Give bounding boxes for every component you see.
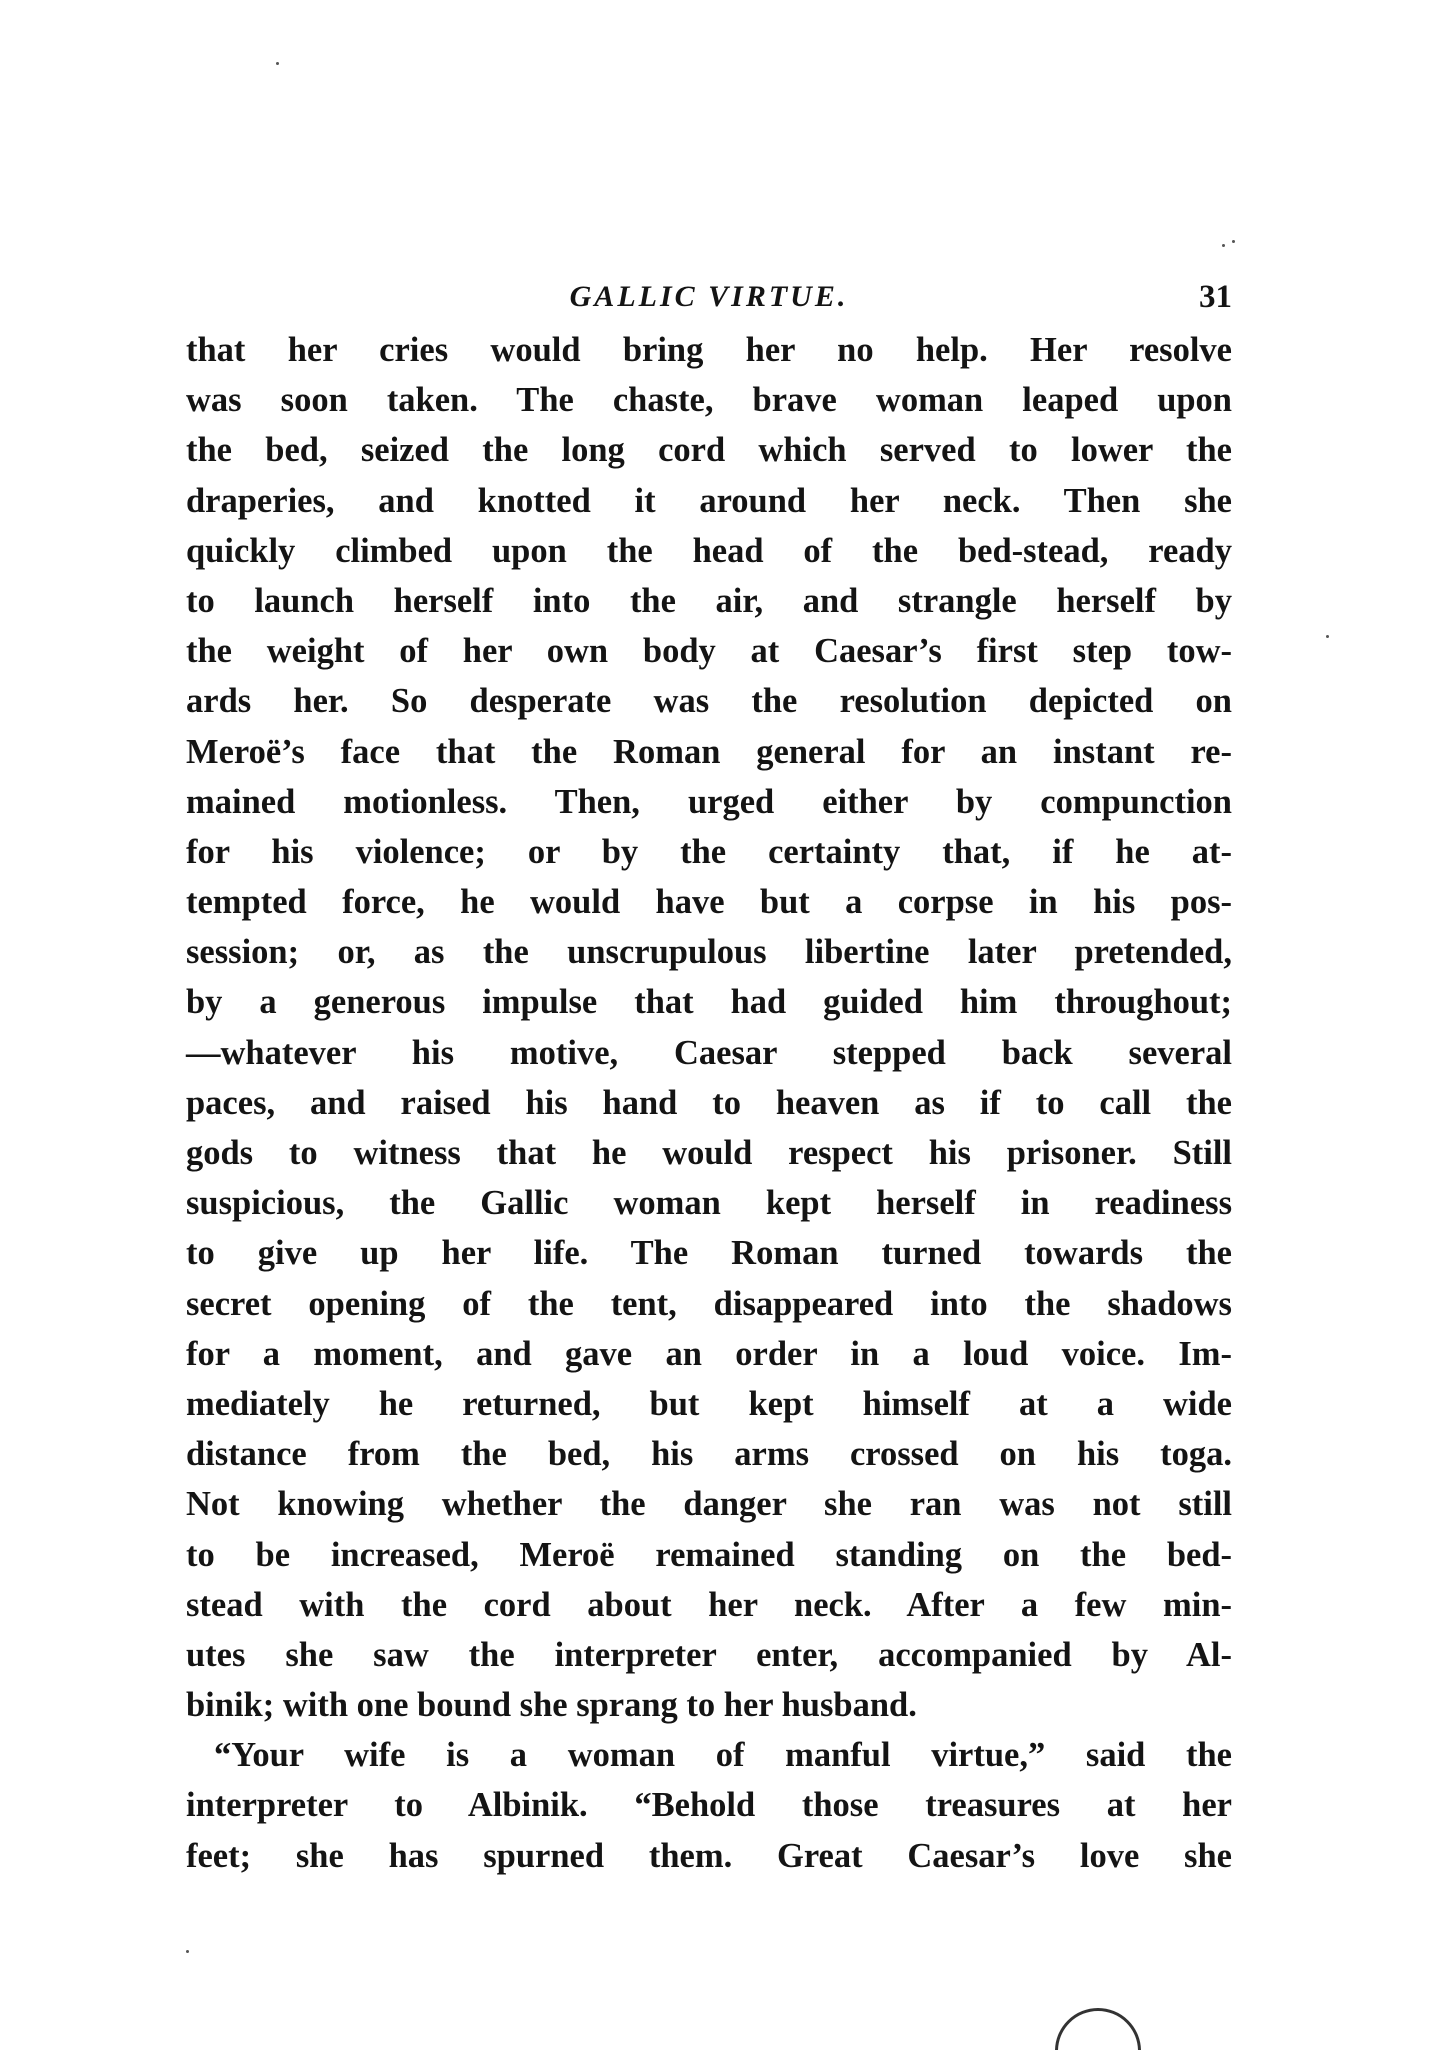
text-line: mained motionless. Then, urged either by compunction	[186, 782, 1232, 821]
text-line: quickly climbed upon the head of the bed-stead, ready	[186, 531, 1232, 570]
text-line: gods to witness that he would respect his prisoner. Still	[186, 1134, 1232, 1172]
text-line: the bed, seized the long cord which served to lower the	[186, 431, 1232, 470]
text-line: the weight of her own body at Caesar’s first step tow-	[186, 632, 1232, 671]
text-line: for a moment, and gave an order in a loud voice. Im-	[186, 1334, 1232, 1373]
ink-speck	[276, 62, 279, 65]
text-line: binik; with one bound she sprang to her husband.	[186, 1686, 917, 1725]
text-line: ards her. So desperate was the resolution depicted on	[186, 682, 1232, 721]
text-line: paces, and raised his hand to heaven as if to call the	[186, 1083, 1232, 1122]
text-line: —whatever his motive, Caesar stepped back several	[186, 1033, 1232, 1072]
text-line: utes she saw the interpreter enter, accompanied by Al-	[186, 1635, 1232, 1674]
running-head: GALLIC VIRTUE.	[569, 280, 849, 313]
text-line: tempted force, he would have but a corpse in his pos-	[186, 883, 1232, 922]
ink-speck	[1222, 244, 1225, 247]
text-line: for his violence; or by the certainty that, if he at-	[186, 832, 1232, 871]
text-line: session; or, as the unscrupulous libertine later pretended,	[186, 933, 1232, 972]
text-line: mediately he returned, but kept himself at a wide	[186, 1384, 1232, 1423]
ink-speck	[186, 1950, 189, 1953]
body-text	[186, 325, 1232, 1881]
text-line: distance from the bed, his arms crossed on his toga.	[186, 1435, 1232, 1474]
text-line: stead with the cord about her neck. After a few min-	[186, 1585, 1232, 1624]
page-number: 31	[1199, 279, 1232, 315]
page-header	[186, 272, 1232, 322]
paragraph	[186, 1730, 1232, 1881]
text-line: Not knowing whether the danger she ran was not still	[186, 1485, 1232, 1524]
text-line: to launch herself into the air, and strangle herself by	[186, 581, 1232, 620]
text-line: “Your wife is a woman of manful virtue,” said the	[214, 1736, 1232, 1775]
text-line: to be increased, Meroë remained standing on the bed-	[186, 1535, 1232, 1574]
text-line: feet; she has spurned them. Great Caesar’s love she	[186, 1836, 1232, 1875]
ink-speck	[1232, 240, 1235, 243]
text-line: by a generous impulse that had guided him throughout;	[186, 983, 1232, 1022]
ink-speck	[1326, 635, 1329, 638]
text-line: interpreter to Albinik. “Behold those treasures at her	[186, 1786, 1232, 1825]
text-line: suspicious, the Gallic woman kept herself in readiness	[186, 1184, 1232, 1223]
text-line: was soon taken. The chaste, brave woman leaped upon	[186, 381, 1232, 420]
text-line: that her cries would bring her no help. Her resolve	[186, 331, 1232, 369]
text-line: to give up her life. The Roman turned towards the	[186, 1234, 1232, 1273]
text-line: Meroë’s face that the Roman general for an instant re-	[186, 732, 1232, 771]
cropped-bottom-mark	[1055, 1998, 1145, 2050]
text-line: draperies, and knotted it around her neck. Then she	[186, 481, 1232, 520]
paragraph	[186, 325, 1232, 1730]
text-line: secret opening of the tent, disappeared into the shadows	[186, 1284, 1232, 1323]
